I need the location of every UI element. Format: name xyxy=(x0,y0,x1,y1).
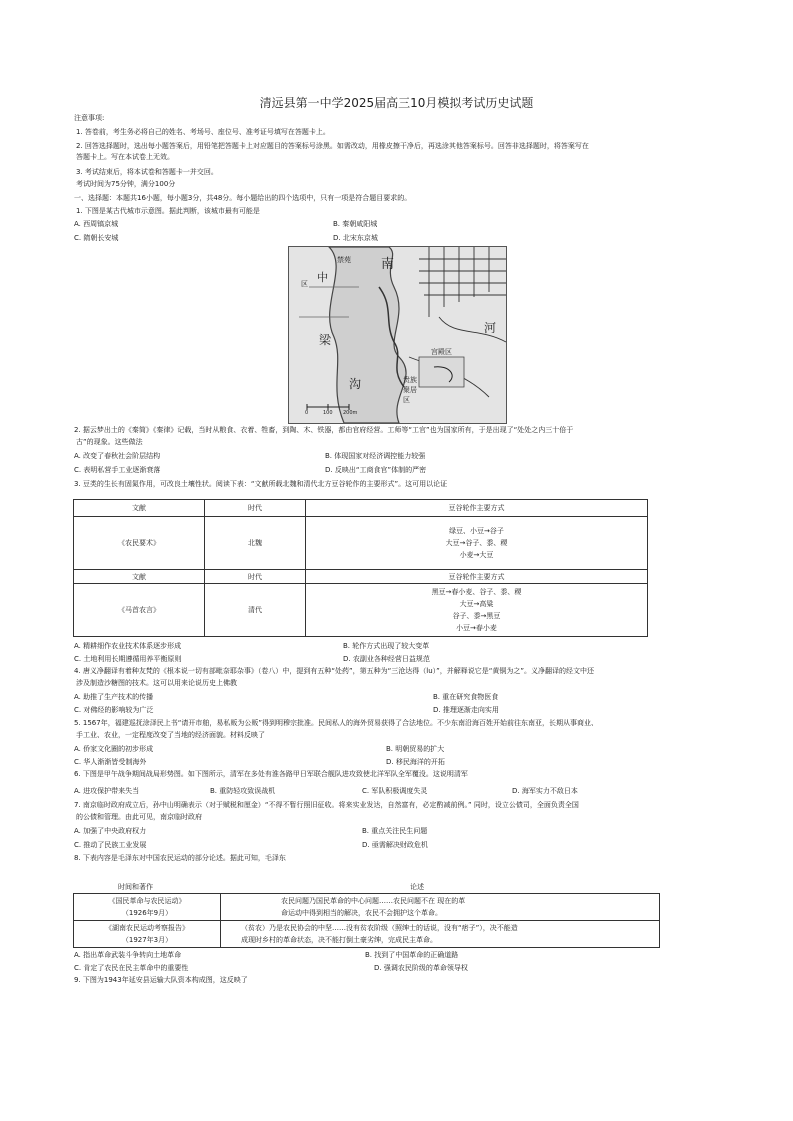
notice-item-2: 2. 回答选择题时，选出每小题答案后，用铅笔把答题卡上对应题目的答案标号涂黑。如需改动，用橡皮擦干净后，再选涂其他答案标号。回答非选择题时，将答案写在 xyxy=(76,142,589,150)
q6-option-d: D. 海军实力不敌日本 xyxy=(512,787,578,795)
q1-stem: 1. 下图是某古代城市示意图。据此判断，该城市最有可能是 xyxy=(76,207,260,215)
q3-row2-method: 黑豆→春小麦、谷子、黍、稷 xyxy=(431,588,522,596)
q5-option-a: A. 侨家文化圈的初步形成 xyxy=(74,745,154,753)
q3-row2-era: 清代 xyxy=(205,584,306,637)
q8-row1-work: 《国民革命与农民运动》 xyxy=(108,897,186,905)
q7-option-d: D. 亟需解决财政危机 xyxy=(362,841,428,849)
q7-stem-line2: 的公债和管理。由此可见，南京临时政府 xyxy=(76,813,202,821)
q8-row1-text: 农民问题乃国民革命的中心问题……农民问题不在 现在的革 xyxy=(281,897,466,905)
q8-row1-date: （1926年9月） xyxy=(121,909,173,917)
q2-stem-line1: 2. 据云梦出土的《秦简》《秦律》记载，当时从粮食、衣着、牲畜，到陶、木、铁器，都由官府经营。工师等“工官”也为国家所有，于是出现了“处处之内三十倍于 xyxy=(74,426,574,434)
notice-item-2-cont: 答题卡上。写在本试卷上无效。 xyxy=(76,153,174,161)
q4-option-b: B. 重在研究食物医食 xyxy=(433,693,499,701)
map-label-he: 河 xyxy=(484,321,497,335)
map-scale-0: 0 xyxy=(305,410,309,416)
map-label-zhong: 中 xyxy=(317,271,328,284)
q5-option-c: C. 华人渐渐皆受制海外 xyxy=(74,758,147,766)
notice-item-1: 1. 答卷前，考生务必将自己的姓名、考场号、座位号、准考证号填写在答题卡上。 xyxy=(76,128,330,136)
q3-header-doc: 文献 xyxy=(74,500,205,517)
q2-option-d: D. 反映出“工商食官”体制的严密 xyxy=(325,466,427,474)
q8-option-a: A. 指出革命武装斗争转向土地革命 xyxy=(74,951,182,959)
q3-table xyxy=(73,499,648,637)
q3-option-c: C. 土地利用长期遵循用养平衡原则 xyxy=(74,655,182,663)
q4-stem-line2: 涉及制造沙糖图的技术。这可以用来论说历史上佛教 xyxy=(76,679,237,687)
q8-row1-text-cell xyxy=(221,894,660,921)
city-map-figure xyxy=(288,246,507,424)
map-label-noble-3: 区 xyxy=(403,396,410,404)
q8-option-c: C. 肯定了农民在民主革命中的重要性 xyxy=(74,964,189,972)
map-label-gou: 沟 xyxy=(349,377,362,391)
q5-stem-line1: 5. 1567年，福建巡抚涂泽民上书“请开市舶，易私贩为公贩”得到明穆宗批准。民间私人的海外贸易获得了合法地位。不少东南沿海百姓开始前往东南亚，长期从事商业、 xyxy=(74,719,598,727)
q6-option-a: A. 进攻保护带来失当 xyxy=(74,787,140,795)
map-label-noble-2: 聚居 xyxy=(403,386,417,394)
q3-header-doc-repeat: 文献 xyxy=(74,570,205,584)
q8-stem: 8. 下表内容是毛泽东对中国农民运动的部分论述。据此可知，毛泽东 xyxy=(74,854,286,862)
q3-row1-methods xyxy=(306,517,648,570)
q4-option-a: A. 助推了生产技术的传播 xyxy=(74,693,154,701)
q3-header-era-repeat: 时代 xyxy=(205,570,306,584)
q2-option-a: A. 改变了春秋社会阶层结构 xyxy=(74,452,161,460)
q3-row2-method: 谷子、黍→黑豆 xyxy=(452,612,501,620)
section-1-heading: 一、选择题：本题共16小题，每小题3分，共48分。每小题给出的四个选项中，只有一项是符合题目要求的。 xyxy=(74,194,412,202)
map-scale-100: 100 xyxy=(323,410,333,416)
q1-option-d: D. 北宋东京城 xyxy=(333,234,378,242)
q3-row2-doc: 《马首农言》 xyxy=(74,584,205,637)
q6-option-c: C. 军队积极调度失灵 xyxy=(362,787,428,795)
exam-duration: 考试时间为75分钟，满分100分 xyxy=(76,180,176,188)
q9-stem: 9. 下图为1943年延安县运输大队资本构成图，这反映了 xyxy=(74,976,248,984)
q8-header-text: 论述 xyxy=(410,883,424,891)
q2-option-c: C. 表明私营手工业逐渐衰落 xyxy=(74,466,161,474)
q3-row1-method: 大豆→谷子、黍、稷 xyxy=(445,539,508,547)
q3-row1-method: 绿豆、小豆→谷子 xyxy=(449,527,504,535)
q8-row2-work-cell xyxy=(74,921,221,948)
q8-row1-work-cell xyxy=(74,894,221,921)
map-label-noble-1: 贵族 xyxy=(403,376,417,384)
q7-option-a: A. 加强了中央政府权力 xyxy=(74,827,147,835)
q3-row1-era: 北魏 xyxy=(205,517,306,570)
q3-header-method-repeat: 豆谷轮作主要方式 xyxy=(306,570,648,584)
q3-row1-doc: 《农民要术》 xyxy=(74,517,205,570)
q5-option-b: B. 明朝贸易的扩大 xyxy=(386,745,445,753)
q3-option-d: D. 农副业各种经营日益规范 xyxy=(343,655,430,663)
map-label-palace: 宫殿区 xyxy=(431,348,452,356)
q3-row2-method: 小豆→春小麦 xyxy=(456,624,497,632)
map-label-jinyuan: 禁苑 xyxy=(337,256,351,264)
q3-row2-method: 大豆→高粱 xyxy=(459,600,494,608)
q3-row1-method: 小麦→大豆 xyxy=(459,551,494,559)
q8-row2-date: （1927年3月） xyxy=(121,936,173,944)
notice-item-3: 3. 考试结束后，将本试卷和答题卡一并交回。 xyxy=(76,168,218,176)
q4-option-c: C. 对佛经的影响较为广泛 xyxy=(74,706,154,714)
map-label-nan: 南 xyxy=(381,257,395,272)
exam-title: 清远县第一中学2025届高三10月模拟考试历史试题 xyxy=(259,96,534,110)
q1-option-a: A. 西周镐京城 xyxy=(74,220,119,228)
map-label-qu: 区 xyxy=(301,280,308,288)
q1-option-b: B. 秦朝咸阳城 xyxy=(333,220,378,228)
q7-stem-line1: 7. 南京临时政府成立后，孙中山明确表示（对于赋税和厘金）“不得不暂行照旧征收。将来实业发达，自然富有，必定酌减前例。” 同时，设立公债司，全面负责全国 xyxy=(74,801,579,809)
q8-row2-work: 《湖南农民运动考察报告》 xyxy=(105,924,189,932)
q4-option-d: D. 推理逐渐走向实用 xyxy=(433,706,499,714)
q8-option-d: D. 强调农民阶级的革命领导权 xyxy=(374,964,468,972)
q3-header-method: 豆谷轮作主要方式 xyxy=(306,500,648,517)
q3-option-b: B. 轮作方式出现了较大变革 xyxy=(343,642,430,650)
q7-option-c: C. 推动了民族工业发展 xyxy=(74,841,147,849)
q5-option-d: D. 移民海洋的开拓 xyxy=(386,758,445,766)
notice-label: 注意事项: xyxy=(74,114,105,122)
q6-stem: 6. 下图是甲午战争期间战局形势图。如下图所示，清军在多处有淮各路甲日军联合舰队进攻致使北洋军队全军覆没。这说明清军 xyxy=(74,770,468,778)
q8-table xyxy=(73,893,660,948)
q4-stem-line1: 4. 唐义净翻译有着种友梵的《根本说一切有部毗奈耶杂事》（卷八）中，提到有五种“处药”，第五种为“三沧达得（lu）”，并解释说它是“黄铜为之”。义净翻译的经文中还 xyxy=(74,667,595,675)
q8-row2-text: （贫农）乃是农民协会的中坚……没有贫农阶级（照绅士的话说，没有“痞子”），决不能造 xyxy=(241,924,518,932)
q2-stem-line2: 古”的现象。这些做法 xyxy=(76,438,143,446)
q8-option-b: B. 找到了中国革命的正确道路 xyxy=(365,951,459,959)
q3-row2-methods xyxy=(306,584,648,637)
q8-row2-text-cell xyxy=(221,921,660,948)
q3-option-a: A. 精耕细作农业技术体系逐步形成 xyxy=(74,642,182,650)
map-label-liang: 梁 xyxy=(319,333,332,347)
q3-header-era: 时代 xyxy=(205,500,306,517)
q8-header-work: 时间和著作 xyxy=(118,883,153,891)
q1-option-c: C. 隋朝长安城 xyxy=(74,234,119,242)
q6-option-b: B. 重防轻攻致误战机 xyxy=(210,787,276,795)
q2-option-b: B. 体现国家对经济调控能力较强 xyxy=(325,452,426,460)
q7-option-b: B. 重点关注民生问题 xyxy=(362,827,428,835)
q8-row2-text: 成现时乡村的革命状态，决不能打倒土豪劣绅，完成民主革命。 xyxy=(241,936,437,944)
q5-stem-line2: 手工业、农业，一定程度改变了当地的经济面貌。材料反映了 xyxy=(76,731,265,739)
map-scale-200: 200m xyxy=(343,410,358,416)
q3-stem: 3. 豆类的生长有固氮作用，可改良土壤性状。阅读下表：“文献所载北魏和清代北方豆谷轮作的主要形式”。这可用以论证 xyxy=(74,480,448,488)
q8-row1-text: 命运动中得到相当的解决，农民不会拥护这个革命。 xyxy=(281,909,442,917)
